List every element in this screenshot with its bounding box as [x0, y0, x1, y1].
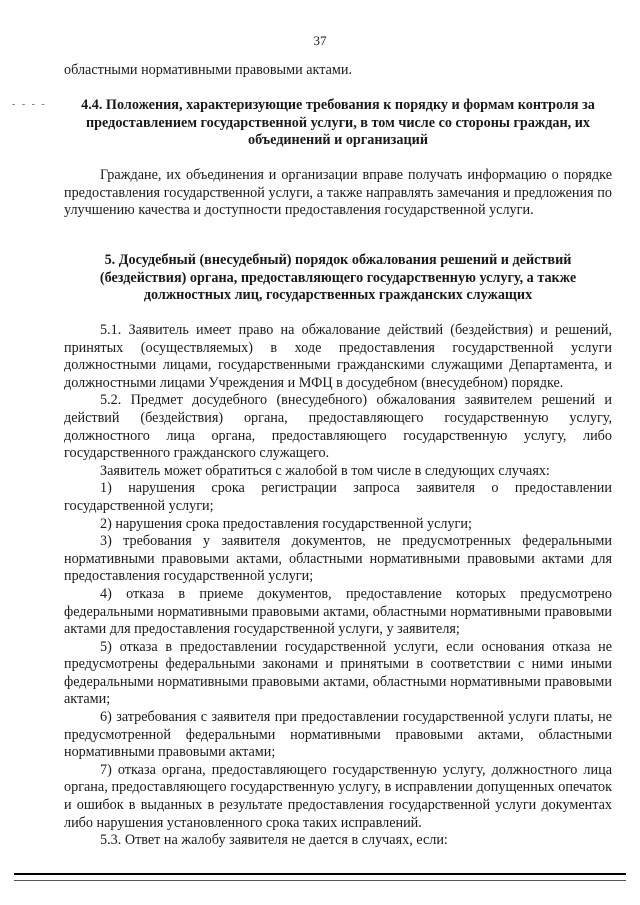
list-item: 3) требования у заявителя документов, не предусмотренных федеральными нормативными правовыми актами, областными нормативными правовыми актами для предоставления государственной услуги; [64, 533, 612, 585]
list-item: 2) нарушения срока предоставления государственной услуги; [100, 515, 472, 532]
list-item: 1) нарушения срока регистрации запроса заявителя о предоставлении государственной услуги; [64, 480, 612, 514]
margin-mark: - - - - [12, 99, 47, 110]
list-item: 4) отказа в приеме документов, предоставление которых предусмотрено федеральными нормативными правовыми актами, областными нормативными правовыми актами для предоставления государственной услуги, у заявителя; [64, 585, 612, 638]
bottom-rule [14, 873, 626, 875]
paragraph: 5.1. Заявитель имеет право на обжалование действий (бездействия) и решений, принятых (осуществляемых) в ходе предоставления государственной услуги должностными лицами, государственными гражданскими служащими Департамента, и должностными лицами Учреждения и МФЦ в досудебном (внесудебном) порядке. [64, 322, 612, 391]
page-number: 37 [313, 33, 327, 48]
paragraph-4-4: Граждане, их объединения и организации вправе получать информацию о порядке предоставления государственной услуги, а также направлять замечания и предложения по улучшению качества и доступности предоставления государственной услуги. [64, 167, 612, 219]
section-heading-5: 5. Досудебный (внесудебный) порядок обжалования решений и действий (бездействия) органа, предоставляющего государственную услугу, а также должностных лиц, государственных гражданских служащих [99, 252, 577, 304]
paragraph: Заявитель может обратиться с жалобой в том числе в следующих случаях: [100, 462, 550, 479]
text-line: областными нормативными правовыми актами. [64, 62, 353, 78]
bottom-rule-thin [14, 880, 626, 881]
paragraph: 5.3. Ответ на жалобу заявителя не дается в случаях, если: [100, 832, 448, 849]
continuation-line [64, 62, 612, 80]
list-item: 6) затребования с заявителя при предоставлении государственной услуги платы, не предусмотренной федеральными нормативными правовыми актами, областными нормативными правовыми актами; [64, 709, 612, 761]
list-item: 7) отказа органа, предоставляющего государственную услугу, должностного лица органа, предоставляющего государственную услугу, в исправлении допущенных опечаток и ошибок в выданных в результате предоставления государственной услуги документах либо нарушения установленного срока таких исправлений. [64, 761, 612, 831]
section-heading-4-4: 4.4. Положения, характеризующие требования к порядку и формам контроля за предоставлением государственной услуги, в том числе со стороны граждан, их объединений и организаций [81, 97, 595, 149]
list-item: 5) отказа в предоставлении государственной услуги, если основания отказа не предусмотрены федеральными законами и принятыми в соответствии с ними иными федеральными нормативными правовыми актами, областными нормативными правовыми актами; [64, 638, 612, 708]
section-5-body [64, 322, 612, 850]
paragraph: 5.2. Предмет досудебного (внесудебного) обжалования заявителем решений и действий (бездействия) органа, предоставляющего государственную услугу, должностного лица органа, предоставляющего государственную услугу, либо государственного гражданского служащего. [64, 392, 612, 462]
